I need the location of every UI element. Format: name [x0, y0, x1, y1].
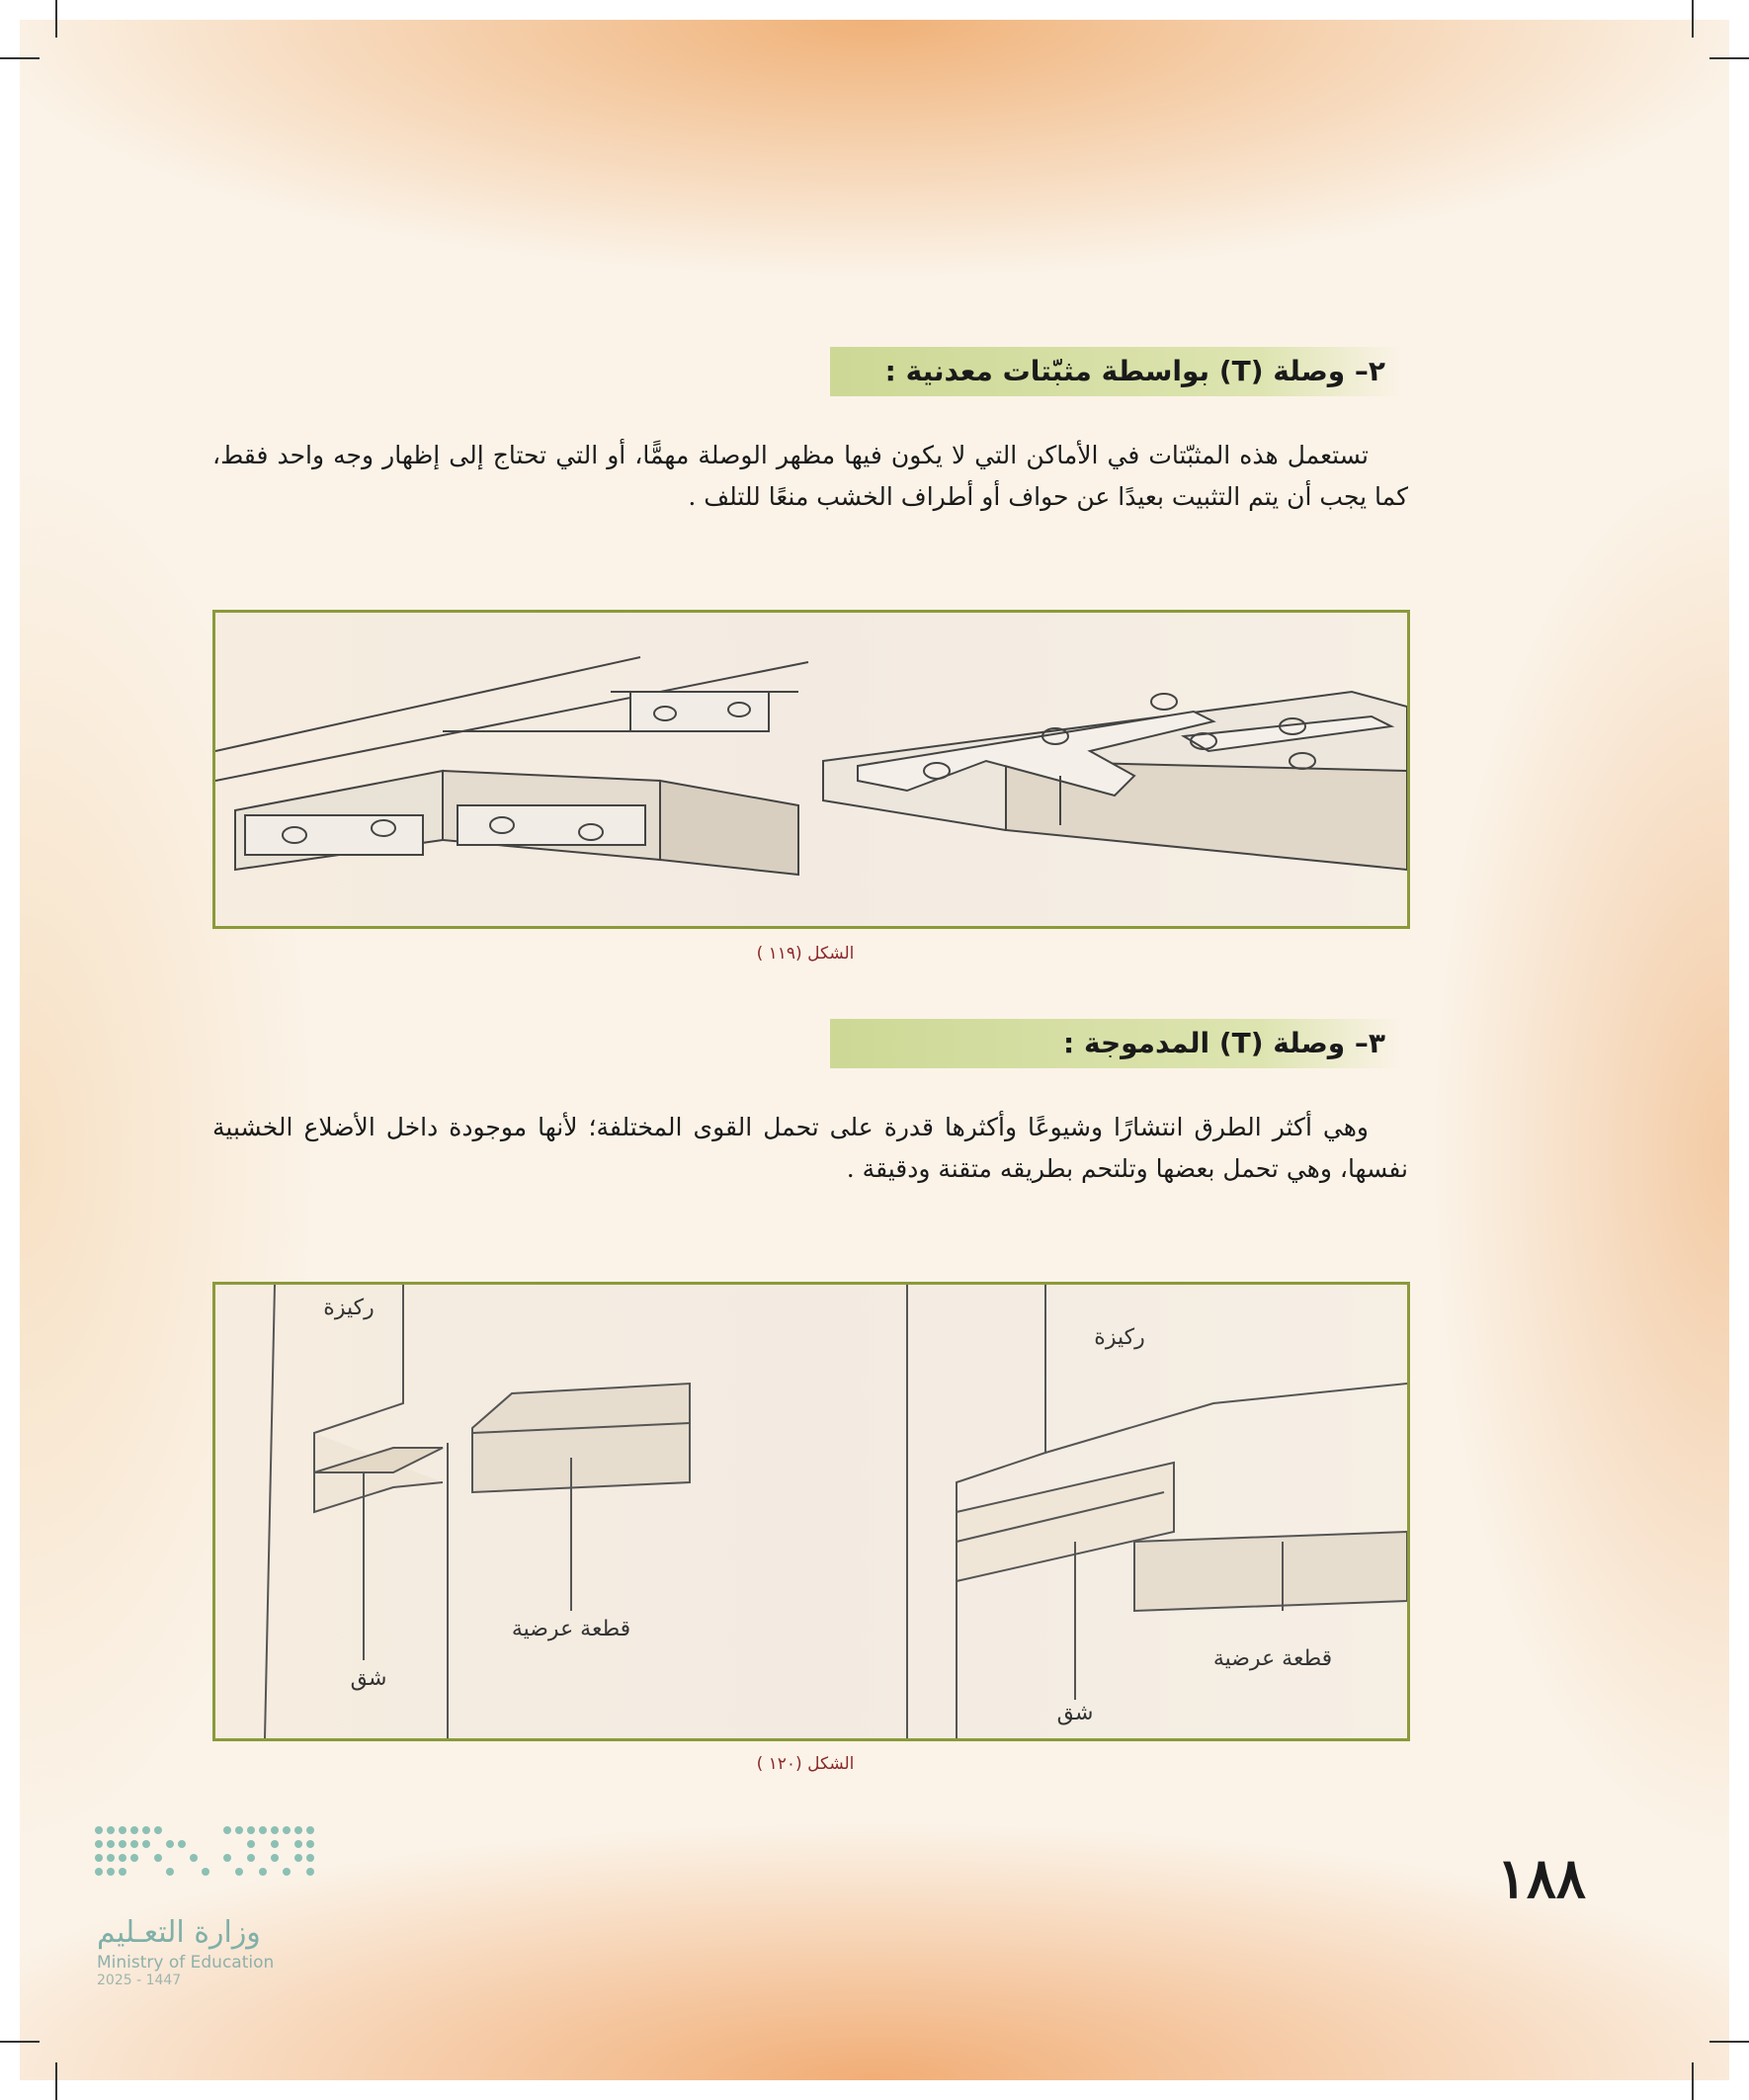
section3-paragraph: وهي أكثر الطرق انتشارًا وشيوعًا وأكثرها قدرة على تحمل القوى المختلفة؛ لأنها موجودة داخل الأضلاع الخشبية نفسها، وهي تحمل بعضها وتلتحم بطريقه متقنة ودقيقة . [212, 1113, 1408, 1183]
section3-heading: ٣– وصلة (T) المدموجة : [830, 1019, 1403, 1068]
figure-120-illustration [215, 1285, 1407, 1738]
ministry-name-arabic: وزارة التعـليم [97, 1915, 261, 1950]
left-crosspiece-label: قطعة عرضية [511, 1617, 631, 1641]
crop-mark [1692, 2062, 1694, 2100]
crop-mark [0, 57, 40, 59]
crop-mark [1692, 0, 1694, 38]
figure-119-illustration [215, 613, 1407, 926]
section2-heading: ٢– وصلة (T) بواسطة مثبّتات معدنية : [830, 347, 1403, 396]
figure-119 [212, 610, 1410, 929]
figure-119-caption: الشكل (١١٩ ) [756, 944, 855, 964]
left-post-label: ركيزة [323, 1296, 375, 1320]
figure-120 [212, 1282, 1410, 1741]
right-post-label: ركيزة [1094, 1325, 1145, 1350]
page-number: ١٨٨ [1496, 1846, 1586, 1911]
right-slot-label: شق [1056, 1701, 1094, 1725]
left-slot-label: شق [350, 1666, 387, 1691]
crop-mark [1709, 57, 1749, 59]
section2-paragraph: تستعمل هذه المثبّتات في الأماكن التي لا يكون فيها مظهر الوصلة مهمًّا، أو التي تحتاج إلى إظهار وجه واحد فقط، كما يجب أن يتم التثبيت بعيدًا عن حواف أو أطراف الخشب منعًا للتلف . [212, 441, 1408, 511]
right-crosspiece-label: قطعة عرضية [1212, 1646, 1333, 1671]
crop-mark [0, 2041, 40, 2043]
crop-mark [55, 2062, 57, 2100]
crop-mark [55, 0, 57, 38]
ministry-name-english: Ministry of Education [97, 1953, 275, 1973]
figure-120-caption: الشكل (١٢٠ ) [756, 1754, 855, 1774]
crop-mark [1709, 2041, 1749, 2043]
ministry-year: 2025 - 1447 [97, 1973, 182, 1988]
